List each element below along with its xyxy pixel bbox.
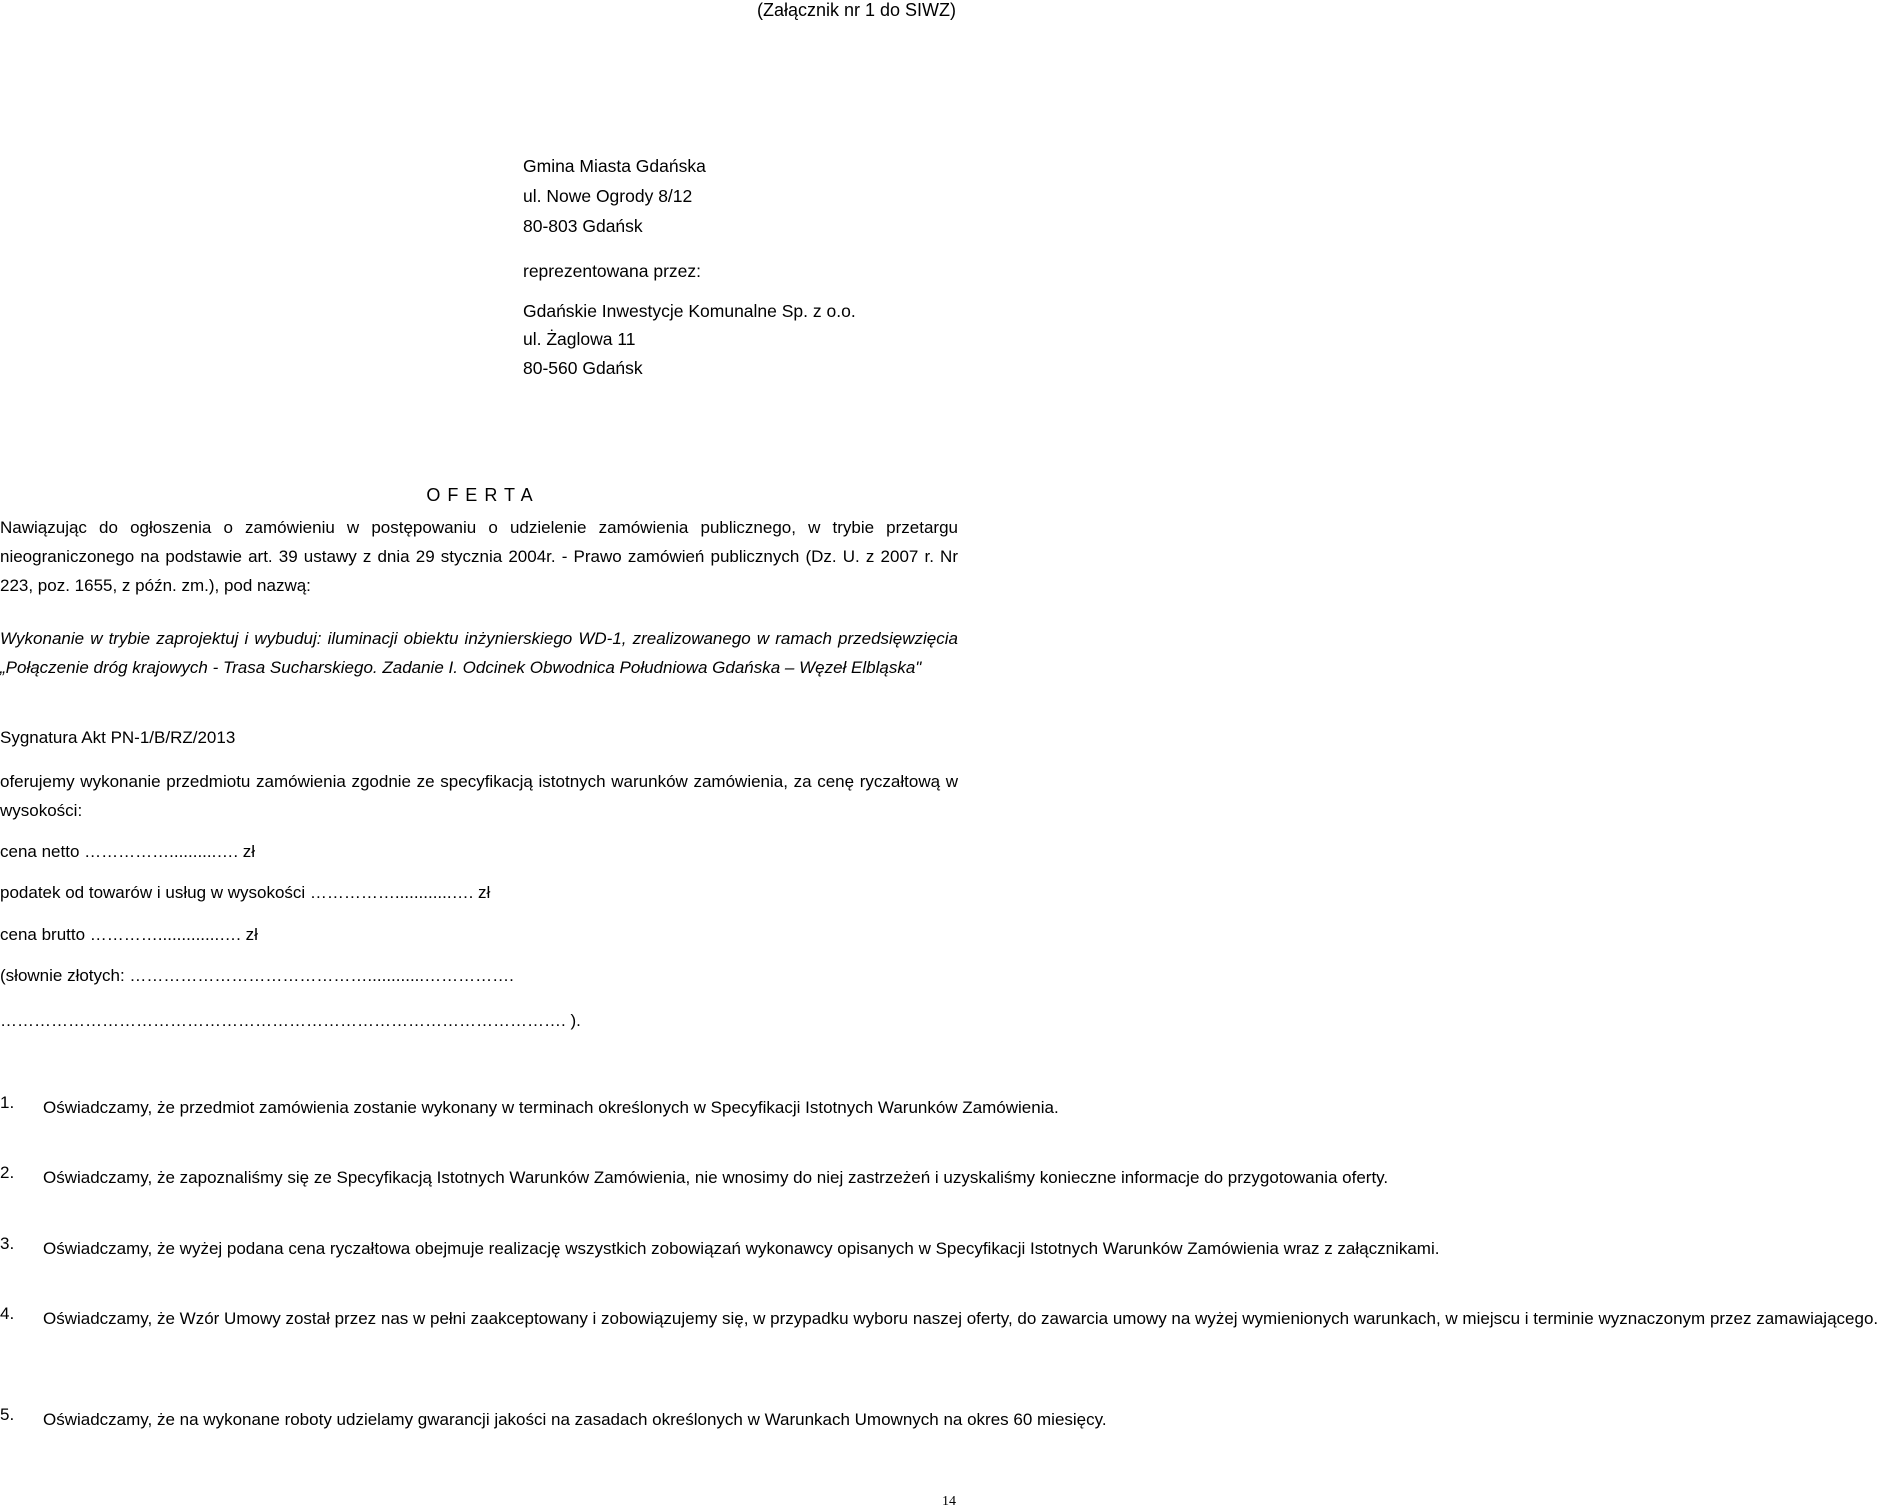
- price-in-words-field: (słownie złotych: ……………………………………............…………….: [0, 966, 514, 985]
- net-price-field: cena netto ……………..........…. zł: [0, 842, 256, 861]
- vat-field: podatek od towarów i usług w wysokości ……………............…. zł: [0, 883, 491, 902]
- representative-city: 80-560 Gdańsk: [523, 358, 643, 378]
- intro-paragraph: Nawiązując do ogłoszenia o zamówieniu w postępowaniu o udzielenie zamówienia publicznego, w trybie przetargu nieograniczonego na podstawie art. 39 ustawy z dnia 29 stycznia 2004r. - Prawo zamówień publicznych (Dz. U. z 2007 r. Nr 223, poz. 1655, z późn. zm.), pod nazwą:: [0, 518, 958, 595]
- declaration-number: 1.: [0, 1093, 15, 1112]
- page-number: 14: [942, 1494, 956, 1509]
- price-in-words-continuation: ………………………………………………………………………………………. ).: [0, 1011, 581, 1030]
- declaration-text: Oświadczamy, że przedmiot zamówienia zostanie wykonany w terminach określonych w Specyfikacji Istotnych Warunków Zamówienia.: [43, 1098, 1059, 1117]
- gross-price-field: cena brutto ………….............…. zł: [0, 925, 258, 944]
- declaration-text: Oświadczamy, że na wykonane roboty udzielamy gwarancji jakości na zasadach określonych w Warunkach Umownych na okres 60 miesięcy.: [43, 1410, 1107, 1429]
- representative-street: ul. Żaglowa 11: [523, 329, 636, 349]
- represented-by-label: reprezentowana przez:: [523, 261, 702, 281]
- declaration-text: Oświadczamy, że Wzór Umowy został przez nas w pełni zaakceptowany i zobowiązujemy się, w przypadku wyboru naszej oferty, do zawarcia umowy na wyżej wymienionych warunkach, w miejscu i terminie wyznaczonym przez zamawiającego.: [43, 1309, 1878, 1328]
- declaration-number: 2.: [0, 1163, 15, 1182]
- case-number: Sygnatura Akt PN-1/B/RZ/2013: [0, 728, 236, 747]
- declaration-number: 5.: [0, 1405, 15, 1424]
- recipient-street: ul. Nowe Ogrody 8/12: [523, 186, 693, 206]
- offer-title: O F E R T A: [426, 485, 534, 505]
- project-name: Wykonanie w trybie zaprojektuj i wybuduj: iluminacji obiektu inżynierskiego WD-1, zrealizowanego w ramach przedsięwzięcia „Połączenie dróg krajowych - Trasa Sucharskiego. Zadanie I. Odcinek Obwodnica Południowa Gdańska – Węzeł Elbląska": [0, 629, 958, 677]
- recipient-city: 80-803 Gdańsk: [523, 216, 643, 236]
- recipient-name: Gmina Miasta Gdańska: [523, 156, 706, 176]
- attachment-label: (Załącznik nr 1 do SIWZ): [756, 0, 956, 20]
- declaration-text: Oświadczamy, że wyżej podana cena ryczałtowa obejmuje realizację wszystkich zobowiązań wykonawcy opisanych w Specyfikacji Istotnych Warunków Zamówienia wraz z załącznikami.: [43, 1239, 1440, 1258]
- declaration-number: 4.: [0, 1304, 15, 1323]
- declaration-number: 3.: [0, 1234, 15, 1253]
- representative-name: Gdańskie Inwestycje Komunalne Sp. z o.o.: [523, 301, 856, 321]
- declaration-text: Oświadczamy, że zapoznaliśmy się ze Specyfikacją Istotnych Warunków Zamówienia, nie wnosimy do niej zastrzeżeń i uzyskaliśmy konieczne informacje do przygotowania oferty.: [43, 1168, 1389, 1187]
- offer-statement: oferujemy wykonanie przedmiotu zamówienia zgodnie ze specyfikacją istotnych warunków zamówienia, za cenę ryczałtową w wysokości:: [0, 772, 958, 820]
